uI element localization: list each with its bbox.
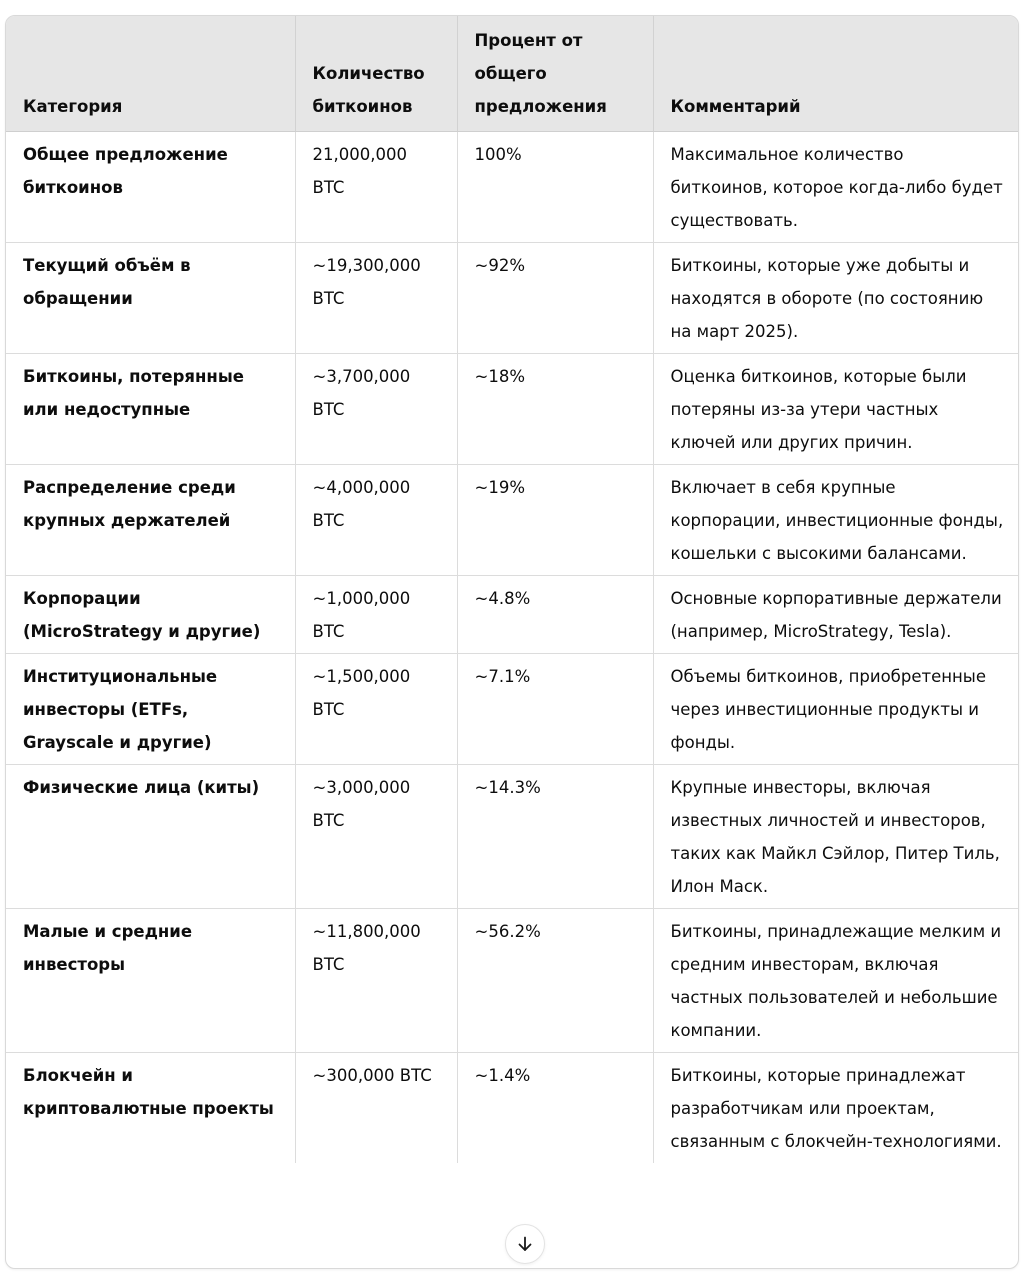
- cell-amount: ~1,000,000 BTC: [295, 576, 457, 654]
- cell-comment: Биткоины, которые уже добыты и находятся в обороте (по состоянию на март 2025).: [653, 243, 1018, 354]
- arrow-down-icon: [515, 1234, 535, 1254]
- table-row: [6, 354, 1018, 465]
- cell-category: Распределение среди крупных держателей: [6, 465, 295, 576]
- cell-amount: ~1,500,000 BTC: [295, 654, 457, 765]
- header-comment: Комментарий: [653, 16, 1018, 132]
- table-row: [6, 465, 1018, 576]
- table-row: [6, 576, 1018, 654]
- cell-percent: ~7.1%: [457, 654, 653, 765]
- table-row: [6, 132, 1018, 243]
- cell-percent: ~92%: [457, 243, 653, 354]
- cell-percent: ~4.8%: [457, 576, 653, 654]
- header-percent: Процент от общего предложения: [457, 16, 653, 132]
- cell-category: Малые и средние инвесторы: [6, 909, 295, 1053]
- cell-comment: Крупные инвесторы, включая известных личностей и инвесторов, таких как Майкл Сэйлор, Питер Тиль, Илон Маск.: [653, 765, 1018, 909]
- cell-comment: Биткоины, принадлежащие мелким и средним инвесторам, включая частных пользователей и небольшие компании.: [653, 909, 1018, 1053]
- bitcoin-distribution-table: [6, 16, 1018, 1163]
- cell-comment: Биткоины, которые принадлежат разработчикам или проектам, связанным с блокчейн-технологиями.: [670, 1066, 1002, 1151]
- cell-comment: Максимальное количество биткоинов, которое когда-либо будет существовать.: [653, 132, 1018, 243]
- cell-amount: 21,000,000 BTC: [295, 132, 457, 243]
- cell-comment: Основные корпоративные держатели (например, MicroStrategy, Tesla).: [653, 576, 1018, 654]
- header-category: Категория: [6, 16, 295, 132]
- cell-category: Общее предложение биткоинов: [6, 132, 295, 243]
- scroll-to-bottom-button[interactable]: [505, 1224, 545, 1264]
- cell-category: Институциональные инвесторы (ETFs, Grayscale и другие): [6, 654, 295, 765]
- cell-amount: ~4,000,000 BTC: [295, 465, 457, 576]
- table-row: [6, 243, 1018, 354]
- cell-percent: ~19%: [457, 465, 653, 576]
- table-header-row: [6, 16, 1018, 132]
- cell-category: Блокчейн и криптовалютные проекты: [6, 1053, 295, 1164]
- cell-amount: ~300,000 BTC: [295, 1053, 457, 1164]
- cell-amount: ~19,300,000 BTC: [295, 243, 457, 354]
- cell-category: Физические лица (киты): [6, 765, 295, 909]
- cell-amount: ~3,000,000 BTC: [295, 765, 457, 909]
- header-amount: Количество биткоинов: [295, 16, 457, 132]
- data-table-container: [5, 15, 1019, 1269]
- table-row: [6, 1053, 1018, 1164]
- cell-amount: ~3,700,000 BTC: [295, 354, 457, 465]
- cell-comment: Объемы биткоинов, приобретенные через инвестиционные продукты и фонды.: [653, 654, 1018, 765]
- table-row: [6, 765, 1018, 909]
- cell-category: Текущий объём в обращении: [6, 243, 295, 354]
- cell-amount: ~11,800,000 BTC: [295, 909, 457, 1053]
- cell-percent: ~18%: [457, 354, 653, 465]
- cell-percent: ~1.4%: [457, 1053, 653, 1164]
- cell-comment: Оценка биткоинов, которые были потеряны из-за утери частных ключей или других причин.: [653, 354, 1018, 465]
- cell-comment: Включает в себя крупные корпорации, инвестиционные фонды, кошельки с высокими балансами.: [653, 465, 1018, 576]
- cell-percent: ~14.3%: [457, 765, 653, 909]
- cell-category: Корпорации (MicroStrategy и другие): [6, 576, 295, 654]
- cell-percent: ~56.2%: [457, 909, 653, 1053]
- table-row: [6, 654, 1018, 765]
- cell-percent: 100%: [457, 132, 653, 243]
- table-row: [6, 909, 1018, 1053]
- cell-category: Биткоины, потерянные или недоступные: [6, 354, 295, 465]
